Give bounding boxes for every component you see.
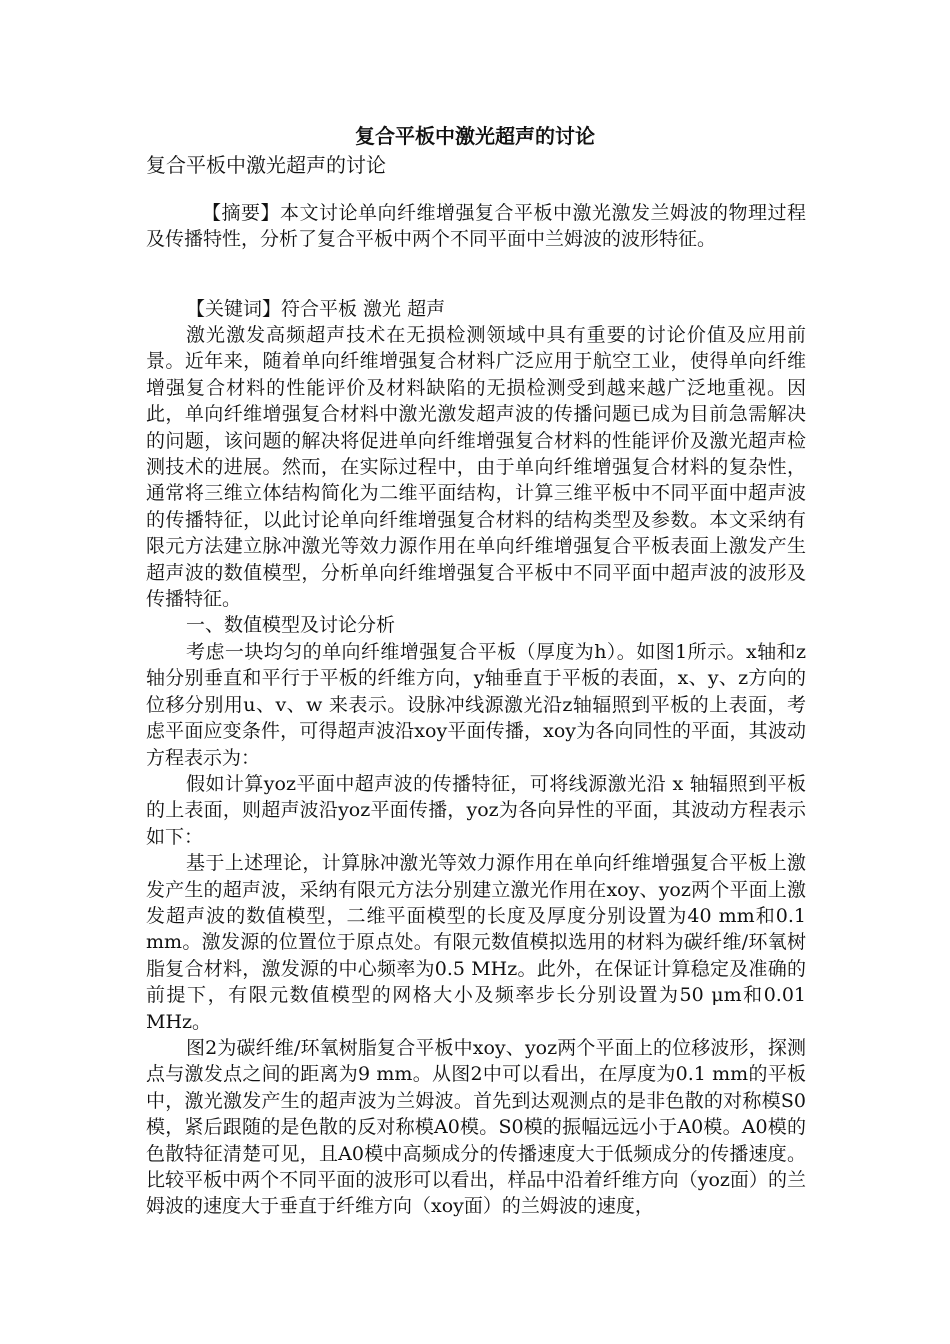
- section-heading: 一、数值模型及讨论分析: [186, 614, 396, 637]
- document-title: 复合平板中激光超声的讨论: [355, 124, 595, 148]
- keywords-line: 【关键词】符合平板 激光 超声: [186, 298, 446, 320]
- body-text: [146, 322, 806, 1220]
- yoz-paragraph: 假如计算yoz平面中超声波的传播特征，可将线源激光沿 x 轴辐照到平板的上表面，则超声波沿yoz平面传播，yoz为各向异性的平面，其波动方程表示如下：: [146, 772, 806, 848]
- document-subtitle: 复合平板中激光超声的讨论: [146, 153, 386, 177]
- model-paragraph: 考虑一块均匀的单向纤维增强复合平板（厚度为h）。如图1所示。x轴和z轴分别垂直和平行于平板的纤维方向，y轴垂直于平板的表面，x、y、z方向的位移分别用u、v、w 来表示。设脉冲线源激光沿z轴辐照到平板的上表面，考虑平面应变条件，可得超声波沿xoy平面传播，xoy为各向同性的平面，其波动方程表示为：: [146, 640, 806, 769]
- abstract-paragraph: 【摘要】本文讨论单向纤维增强复合平板中激光激发兰姆波的物理过程及传播特性，分析了复合平板中两个不同平面中兰姆波的波形特征。: [146, 202, 806, 251]
- results-paragraph: 图2为碳纤维/环氧树脂复合平板中xoy、yoz两个平面上的位移波形，探测点与激发点之间的距离为9 mm。从图2中可以看出，在厚度为0.1 mm的平板中，激光激发产生的超声波为兰姆波。首先到达观测点的是非色散的对称模S0模，紧后跟随的是色散的反对称模A0模。S0模的振幅远远小于A0模。A0模的色散特征清楚可见，且A0模中高频成分的传播速度大于低频成分的传播速度。比较平板中两个不同平面的波形可以看出，样品中沿着纤维方向（yoz面）的兰姆波的速度大于垂直于纤维方向（xoy面）的兰姆波的速度，: [146, 1036, 806, 1218]
- simulation-paragraph: 基于上述理论，计算脉冲激光等效力源作用在单向纤维增强复合平板上激发产生的超声波，采纳有限元方法分别建立激光作用在xoy、yoz两个平面上激发超声波的数值模型，二维平面模型的长度及厚度分别设置为40 mm和0.1 mm。激发源的位置位于原点处。有限元数值模拟选用的材料为碳纤维/环氧树脂复合材料，激发源的中心频率为0.5 MHz。此外，在保证计算稳定及准确的前提下，有限元数值模型的网格大小及频率步长分别设置为50 μm和0.01 MHz。: [146, 852, 806, 1033]
- intro-paragraph: 激光激发高频超声技术在无损检测领域中具有重要的讨论价值及应用前景。近年来，随着单向纤维增强复合材料广泛应用于航空工业，使得单向纤维增强复合材料的性能评价及材料缺陷的无损检测受到越来越广泛地重视。因此，单向纤维增强复合材料中激光激发超声波的传播问题已成为目前急需解决的问题，该问题的解决将促进单向纤维增强复合材料的性能评价及激光超声检测技术的进展。然而，在实际过程中，由于单向纤维增强复合材料的复杂性，通常将三维立体结构简化为二维平面结构，计算三维平板中不同平面中超声波的传播特征，以此讨论单向纤维增强复合材料的结构类型及参数。本文采纳有限元方法建立脉冲激光等效力源作用在单向纤维增强复合平板表面上激发产生超声波的数值模型，分析单向纤维增强复合平板中不同平面中超声波的波形及传播特征。: [146, 324, 806, 611]
